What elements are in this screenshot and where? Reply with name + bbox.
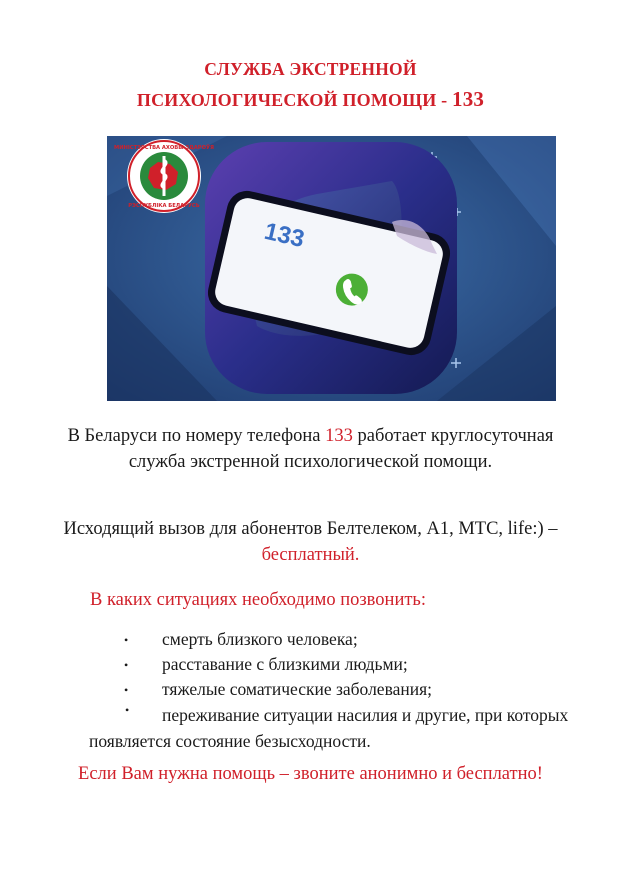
logo-text-bottom: РЭСПУБЛІКА БЕЛАРУСЬ xyxy=(128,203,200,209)
situations-heading: В каких ситуациях необходимо позвонить: xyxy=(90,590,427,610)
list-item: переживание ситуации насилия и другие, при которых появляется состояние безысходности. xyxy=(89,705,569,751)
free-call-highlight: бесплатный. xyxy=(261,545,360,565)
title-number: 133 xyxy=(452,87,485,111)
hero-phone-number: 133 xyxy=(261,217,307,254)
intro-text-after: работает круглосуточная служба экстренной психологической помощи. xyxy=(128,426,554,472)
title-line-1: СЛУЖБА ЭКСТРЕННОЙ xyxy=(204,59,417,79)
bullet-icon: • xyxy=(124,658,129,672)
bullet-icon: • xyxy=(124,683,129,697)
intro-paragraph xyxy=(40,423,581,475)
list-item-text: смерть близкого человека; xyxy=(162,629,358,649)
intro-number: 133 xyxy=(325,426,353,446)
hero-image xyxy=(107,136,556,401)
closing-call-to-action: Если Вам нужна помощь – звоните анонимно и бесплатно! xyxy=(78,764,543,784)
title-text: ПСИХОЛОГИЧЕСКОЙ ПОМОЩИ - xyxy=(136,90,453,110)
intro-text-before: В Беларуси по номеру телефона xyxy=(67,426,326,446)
bullet-icon: • xyxy=(124,633,129,647)
free-call-paragraph xyxy=(40,516,581,568)
free-call-text: Исходящий вызов для абонентов Белтелеком, А1, МТС, life:) – xyxy=(63,519,558,539)
list-item-text: тяжелые соматические заболевания; xyxy=(162,679,433,699)
bullet-icon: • xyxy=(125,703,130,717)
list-item-text: расставание с близкими людьми; xyxy=(162,654,408,674)
logo-text-top: МИНІСТЭРСТВА АХОВЫ ЗДАРОЎЯ xyxy=(114,145,214,151)
title-line-2 xyxy=(0,87,621,112)
